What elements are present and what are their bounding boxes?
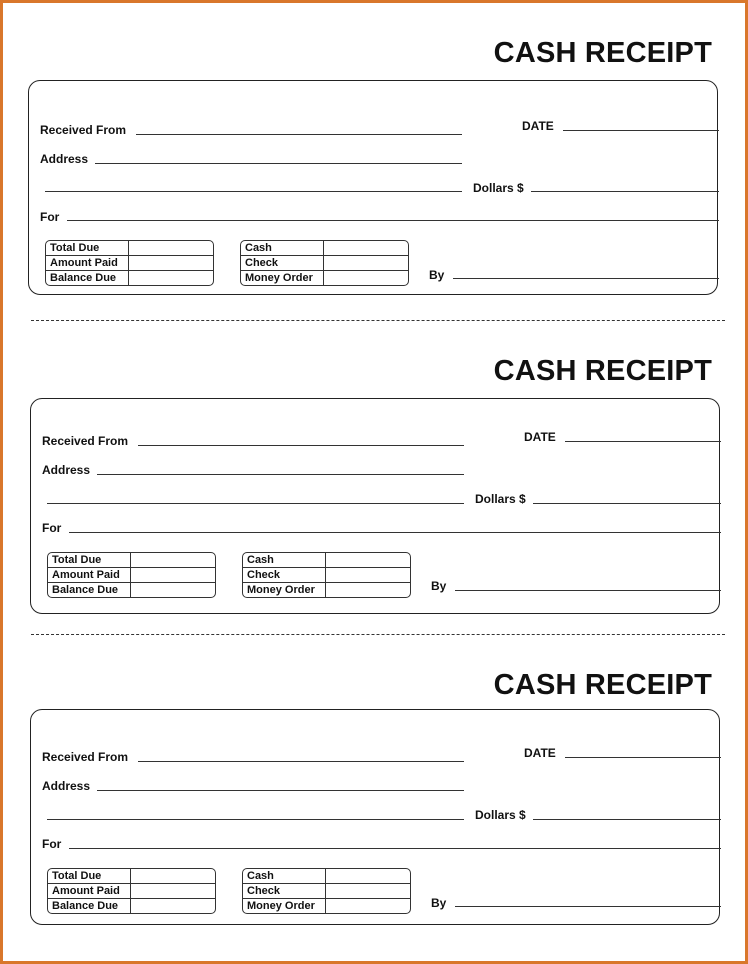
address-field[interactable] xyxy=(97,474,464,475)
table-row xyxy=(48,583,215,597)
total-due-cell[interactable] xyxy=(131,553,215,567)
amount-paid-label: Amount Paid xyxy=(48,884,131,898)
dollars-field[interactable] xyxy=(531,191,719,192)
check-cell[interactable] xyxy=(324,256,408,270)
received-from-label: Received From xyxy=(42,434,129,448)
table-row xyxy=(48,869,215,884)
check-label: Check xyxy=(243,884,326,898)
table-row xyxy=(48,553,215,568)
address-label: Address xyxy=(42,779,91,793)
address-label: Address xyxy=(40,152,89,166)
check-cell[interactable] xyxy=(326,568,410,582)
dollars-field[interactable] xyxy=(533,503,721,504)
total-due-cell[interactable] xyxy=(129,241,213,255)
balance-due-label: Balance Due xyxy=(48,899,131,913)
dollars-label: Dollars $ xyxy=(473,181,524,195)
check-cell[interactable] xyxy=(326,884,410,898)
table-row xyxy=(46,241,213,256)
cash-cell[interactable] xyxy=(324,241,408,255)
table-row xyxy=(241,256,408,271)
for-label: For xyxy=(40,210,60,224)
payment-method-table xyxy=(242,868,411,914)
money-order-label: Money Order xyxy=(241,271,324,285)
amount-in-words-field[interactable] xyxy=(47,819,464,820)
table-row xyxy=(243,568,410,583)
total-due-label: Total Due xyxy=(48,869,131,883)
amount-paid-cell[interactable] xyxy=(131,884,215,898)
dollars-label: Dollars $ xyxy=(475,808,526,822)
amount-in-words-field[interactable] xyxy=(47,503,464,504)
date-label: DATE xyxy=(524,430,556,444)
cash-label: Cash xyxy=(243,553,326,567)
cash-receipt-3 xyxy=(3,665,745,925)
cash-label: Cash xyxy=(243,869,326,883)
signature-field[interactable] xyxy=(455,590,721,591)
balance-due-cell[interactable] xyxy=(131,899,215,913)
balance-due-label: Balance Due xyxy=(46,271,129,285)
table-row xyxy=(243,884,410,899)
money-order-label: Money Order xyxy=(243,899,326,913)
money-order-label: Money Order xyxy=(243,583,326,597)
balance-due-cell[interactable] xyxy=(131,583,215,597)
by-label: By xyxy=(431,579,447,593)
table-row xyxy=(46,256,213,271)
date-label: DATE xyxy=(522,119,554,133)
received-from-field[interactable] xyxy=(138,761,464,762)
payment-method-table xyxy=(240,240,409,286)
balance-due-cell[interactable] xyxy=(129,271,213,285)
cash-receipt-1 xyxy=(3,33,745,293)
check-label: Check xyxy=(243,568,326,582)
receipt-title: CASH RECEIPT xyxy=(493,37,712,69)
for-field[interactable] xyxy=(67,220,719,221)
cash-receipt-2 xyxy=(3,351,745,611)
dollars-field[interactable] xyxy=(533,819,721,820)
received-from-field[interactable] xyxy=(136,134,462,135)
receipt-title: CASH RECEIPT xyxy=(493,669,712,701)
total-due-label: Total Due xyxy=(46,241,129,255)
table-row xyxy=(243,553,410,568)
received-from-field[interactable] xyxy=(138,445,464,446)
for-label: For xyxy=(42,521,62,535)
date-field[interactable] xyxy=(563,130,719,131)
by-label: By xyxy=(429,268,445,282)
amount-paid-cell[interactable] xyxy=(129,256,213,270)
table-row xyxy=(48,884,215,899)
table-row xyxy=(241,271,408,285)
received-from-label: Received From xyxy=(42,750,129,764)
table-row xyxy=(243,869,410,884)
table-row xyxy=(48,568,215,583)
for-label: For xyxy=(42,837,62,851)
money-order-cell[interactable] xyxy=(326,899,410,913)
cut-line xyxy=(31,320,725,321)
check-label: Check xyxy=(241,256,324,270)
money-order-cell[interactable] xyxy=(324,271,408,285)
by-label: By xyxy=(431,896,447,910)
signature-field[interactable] xyxy=(453,278,719,279)
receipt-form-box xyxy=(30,398,720,614)
table-row xyxy=(48,899,215,913)
cash-label: Cash xyxy=(241,241,324,255)
amount-paid-label: Amount Paid xyxy=(48,568,131,582)
table-row xyxy=(46,271,213,285)
date-label: DATE xyxy=(524,746,556,760)
date-field[interactable] xyxy=(565,441,721,442)
received-from-label: Received From xyxy=(40,123,127,137)
balance-due-label: Balance Due xyxy=(48,583,131,597)
table-row xyxy=(243,899,410,913)
dollars-label: Dollars $ xyxy=(475,492,526,506)
total-due-cell[interactable] xyxy=(131,869,215,883)
amount-table xyxy=(47,552,216,598)
amount-in-words-field[interactable] xyxy=(45,191,462,192)
cut-line xyxy=(31,634,725,635)
for-field[interactable] xyxy=(69,848,721,849)
amount-table xyxy=(45,240,214,286)
total-due-label: Total Due xyxy=(48,553,131,567)
cash-cell[interactable] xyxy=(326,553,410,567)
receipt-title: CASH RECEIPT xyxy=(493,355,712,387)
receipt-form-box xyxy=(28,80,718,295)
amount-table xyxy=(47,868,216,914)
amount-paid-label: Amount Paid xyxy=(46,256,129,270)
address-field[interactable] xyxy=(95,163,462,164)
address-field[interactable] xyxy=(97,790,464,791)
signature-field[interactable] xyxy=(455,906,721,907)
date-field[interactable] xyxy=(565,757,721,758)
receipt-form-box xyxy=(30,709,720,925)
table-row xyxy=(243,583,410,597)
amount-paid-cell[interactable] xyxy=(131,568,215,582)
cash-cell[interactable] xyxy=(326,869,410,883)
table-row xyxy=(241,241,408,256)
money-order-cell[interactable] xyxy=(326,583,410,597)
payment-method-table xyxy=(242,552,411,598)
for-field[interactable] xyxy=(69,532,721,533)
address-label: Address xyxy=(42,463,91,477)
